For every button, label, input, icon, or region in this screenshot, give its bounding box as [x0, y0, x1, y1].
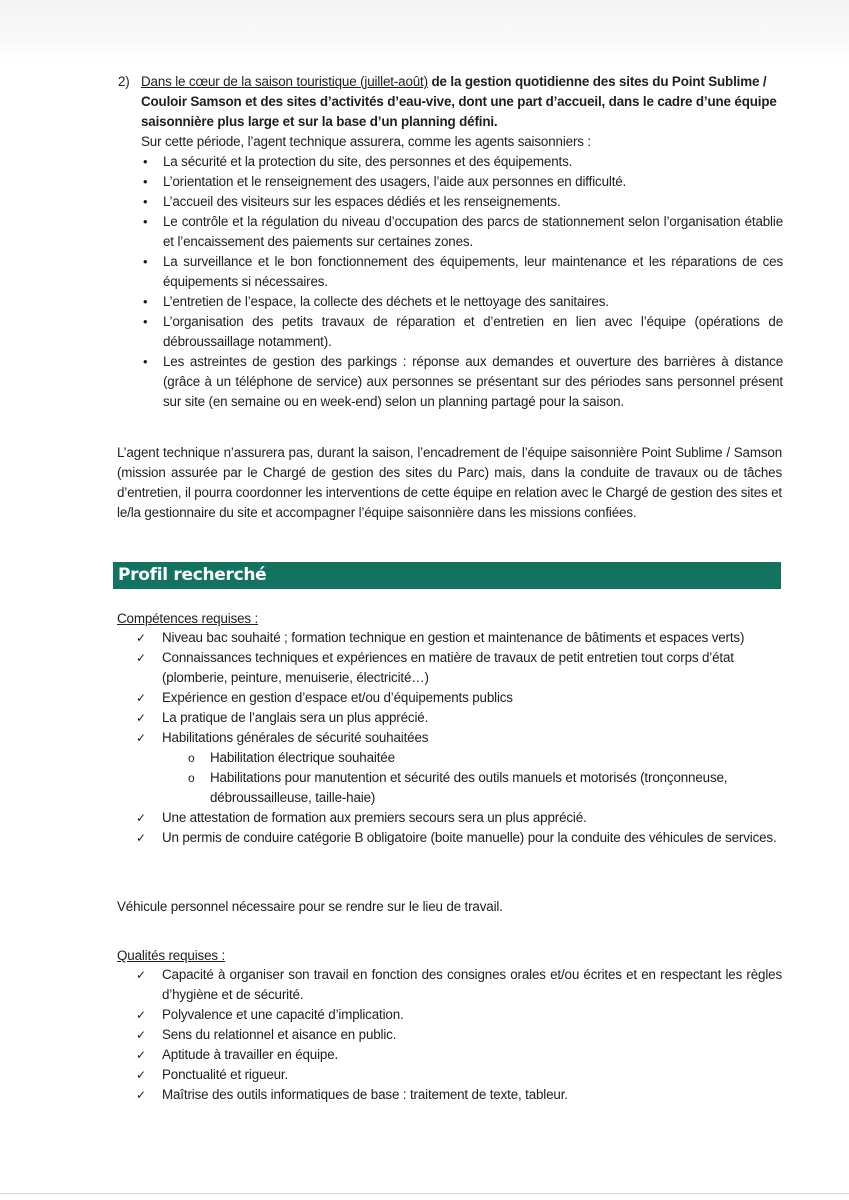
bullet-icon: • — [143, 174, 148, 189]
list-item — [141, 352, 783, 412]
list-item-text: La sécurité et la protection du site, des personnes et des équipements. — [163, 154, 573, 169]
list-item-text: La pratique de l’anglais sera un plus apprécié. — [162, 710, 429, 725]
list-item — [141, 172, 783, 192]
check-icon: ✓ — [136, 691, 146, 705]
list-item-text: La surveillance et le bon fonctionnement des équipements, leur maintenance et les réparations de ces équipements si nécessaires. — [163, 254, 783, 289]
check-icon: ✓ — [136, 711, 146, 725]
check-icon: ✓ — [136, 1008, 146, 1022]
list-item — [141, 252, 783, 292]
list-item-text: L’orientation et le renseignement des usagers, l’aide aux personnes en difficulté. — [163, 174, 627, 189]
season-duties-list — [141, 152, 783, 412]
list-item-text: Aptitude à travailler en équipe. — [162, 1047, 339, 1062]
list-item-text: L’organisation des petits travaux de réparation et d’entretien en lien avec l’équipe (opérations de débroussaillage notamment). — [163, 314, 783, 349]
section-title: Profil recherché — [118, 565, 267, 585]
bullet-icon: • — [143, 254, 148, 269]
list-item — [141, 152, 783, 172]
bullet-icon: • — [143, 294, 148, 309]
section-header-bar — [113, 562, 781, 589]
list-item — [136, 965, 782, 1005]
list-item — [141, 212, 783, 252]
list-item — [136, 1085, 782, 1105]
list-item-text: Expérience en gestion d’espace et/ou d’équipements publics — [162, 690, 513, 705]
list-item — [136, 1045, 782, 1065]
intro-text: Sur cette période, l’agent technique assurera, comme les agents saisonniers : — [141, 134, 591, 149]
list-item — [136, 708, 782, 728]
list-item-text: Polyvalence et une capacité d’implication. — [162, 1007, 404, 1022]
list-item — [136, 648, 782, 688]
check-icon: ✓ — [136, 1028, 146, 1042]
vehicle-note: Véhicule personnel nécessaire pour se rendre sur le lieu de travail. — [117, 899, 503, 914]
bullet-icon: • — [143, 154, 148, 169]
bullet-icon: • — [143, 214, 148, 229]
list-item-text: Sens du relationnel et aisance en public. — [162, 1027, 397, 1042]
qualites-heading: Qualités requises : — [117, 948, 226, 963]
list-item-text: L’accueil des visiteurs sur les espaces dédiés et les renseignements. — [163, 194, 561, 209]
list-item-text: Une attestation de formation aux premiers secours sera un plus apprécié. — [162, 810, 587, 825]
check-icon: ✓ — [136, 1048, 146, 1062]
competences-heading: Compétences requises : — [117, 611, 259, 626]
sublist-item-text: Habilitation électrique souhaitée — [210, 750, 395, 765]
check-icon: ✓ — [136, 651, 146, 665]
circle-bullet-icon: o — [188, 771, 195, 785]
circle-bullet-icon: o — [188, 751, 195, 765]
list-item — [136, 688, 782, 708]
sublist-item-text: Habilitations pour manutention et sécurité des outils manuels et motorisés (tronçonneuse, débroussailleuse, taille-haie) — [210, 770, 728, 805]
list-item — [141, 192, 783, 212]
check-icon: ✓ — [136, 831, 146, 845]
list-item — [136, 1025, 782, 1045]
lead-description: de la gestion quotidienne des sites du Point Sublime / Couloir Samson et des sites d’activités d’eau-vive, dont une part d’accueil, dans le cadre d’une équipe saisonnière plus large et sur la base d’un planning défini. — [141, 74, 777, 129]
sublist-item — [188, 768, 782, 808]
list-item — [136, 828, 782, 848]
item-lead — [141, 72, 783, 132]
list-item — [136, 808, 782, 828]
list-item — [141, 312, 783, 352]
sublist-item — [188, 748, 782, 768]
list-item-text: Capacité à organiser son travail en fonction des consignes orales et/ou écrites et en respectant les règles d’hygiène et de sécurité. — [162, 967, 782, 1002]
list-item — [141, 292, 783, 312]
bullet-icon: • — [143, 194, 148, 209]
list-item — [136, 728, 782, 808]
list-item-text: Habilitations générales de sécurité souhaitées — [162, 730, 429, 745]
check-icon: ✓ — [136, 631, 146, 645]
item-number: 2) — [118, 74, 130, 89]
check-icon: ✓ — [136, 1068, 146, 1082]
list-item-text: Maîtrise des outils informatiques de base : traitement de texte, tableur. — [162, 1087, 568, 1102]
list-item-text: Niveau bac souhaité ; formation technique en gestion et maintenance de bâtiments et espaces verts) — [162, 630, 745, 645]
habilitations-sublist — [188, 748, 782, 808]
numbered-item-2 — [118, 72, 783, 412]
list-item-text: Les astreintes de gestion des parkings : réponse aux demandes et ouverture des barrières à distance (grâce à un téléphone de service) aux personnes se présentant sur des périodes sans personnel présent sur site (en semaine ou en week-end) selon un planning partagé pour la saison. — [163, 354, 783, 409]
list-item-text: Le contrôle et la régulation du niveau d’occupation des parcs de stationnement selon l’organisation établie et l’encaissement des paiements sur certaines zones. — [163, 214, 783, 249]
check-icon: ✓ — [136, 731, 146, 745]
bullet-icon: • — [143, 354, 148, 369]
season-period: Dans le cœur de la saison touristique (juillet-août) — [141, 74, 428, 89]
competences-list — [136, 628, 782, 848]
agent-paragraph: L’agent technique n’assurera pas, durant la saison, l’encadrement de l’équipe saisonnière Point Sublime / Samson (mission assurée par le Chargé de gestion des sites du Parc) mais, dans la conduite de travaux ou de tâches d’entretien, il pourra coordonner les interventions de cette équipe en relation avec le Chargé de gestion des sites et le/la gestionnaire du site et accompagner l’équipe saisonnière dans les missions confiées. — [117, 445, 782, 520]
check-icon: ✓ — [136, 811, 146, 825]
list-item — [136, 1065, 782, 1085]
check-icon: ✓ — [136, 1088, 146, 1102]
scan-top-edge — [0, 0, 849, 60]
check-icon: ✓ — [136, 968, 146, 982]
list-item-text: Connaissances techniques et expériences en matière de travaux de petit entretien tout corps d’état (plomberie, peinture, menuiserie, électricité…) — [162, 650, 734, 685]
list-item — [136, 1005, 782, 1025]
qualites-list — [136, 965, 782, 1105]
list-item — [136, 628, 782, 648]
list-item-text: L’entretien de l’espace, la collecte des déchets et le nettoyage des sanitaires. — [163, 294, 609, 309]
list-item-text: Un permis de conduire catégorie B obligatoire (boite manuelle) pour la conduite des véhicules de services. — [162, 830, 777, 845]
bullet-icon: • — [143, 314, 148, 329]
list-item-text: Ponctualité et rigueur. — [162, 1067, 289, 1082]
page-bottom-edge — [0, 1193, 849, 1194]
